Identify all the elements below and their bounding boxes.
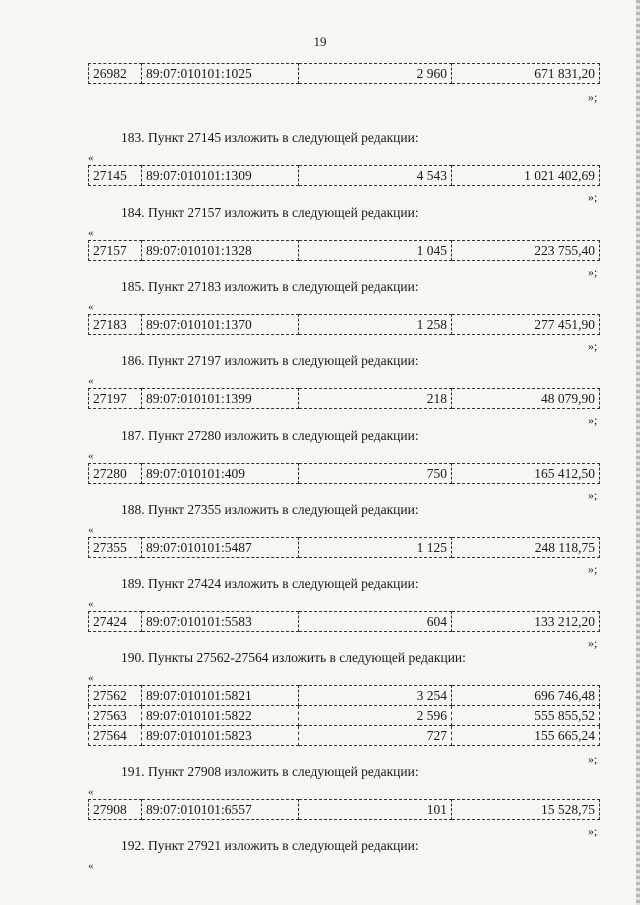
section-heading: 183. Пункт 27145 изложить в следующей редакции: — [121, 130, 419, 145]
table-row — [89, 726, 600, 746]
section-heading: 188. Пункт 27355 изложить в следующей редакции: — [121, 502, 419, 517]
data-table — [88, 611, 600, 632]
cell-number: 27157 — [89, 241, 142, 261]
cell-number: 27562 — [89, 686, 142, 706]
cell-area: 2 596 — [299, 706, 452, 726]
cell-number: 27564 — [89, 726, 142, 746]
opening-quote: « — [88, 227, 94, 239]
opening-quote: « — [88, 152, 94, 164]
data-table — [88, 240, 600, 261]
cell-number: 27424 — [89, 612, 142, 632]
data-table — [88, 314, 600, 335]
cell-number: 26982 — [89, 64, 142, 84]
cell-cadastral-number: 89:07:010101:5487 — [142, 538, 299, 558]
closing-quote: »; — [588, 413, 598, 427]
cell-value: 248 118,75 — [452, 538, 600, 558]
opening-quote: « — [88, 860, 94, 872]
closing-quote: »; — [588, 824, 598, 838]
cell-cadastral-number: 89:07:010101:1025 — [142, 64, 299, 84]
table-row — [89, 241, 600, 261]
opening-quote: « — [88, 524, 94, 536]
cell-area: 218 — [299, 389, 452, 409]
cell-number: 27280 — [89, 464, 142, 484]
closing-quote: »; — [588, 339, 598, 353]
cell-number: 27355 — [89, 538, 142, 558]
cell-cadastral-number: 89:07:010101:409 — [142, 464, 299, 484]
cell-area: 1 045 — [299, 241, 452, 261]
cell-value: 48 079,90 — [452, 389, 600, 409]
cell-value: 155 665,24 — [452, 726, 600, 746]
table-row — [89, 64, 600, 84]
table-row — [89, 612, 600, 632]
cell-area: 604 — [299, 612, 452, 632]
closing-quote: »; — [588, 190, 598, 204]
data-table — [88, 537, 600, 558]
closing-quote: »; — [588, 562, 598, 576]
cell-value: 165 412,50 — [452, 464, 600, 484]
table-row — [89, 800, 600, 820]
section-heading: 190. Пункты 27562-27564 изложить в следующей редакции: — [121, 650, 466, 665]
opening-quote: « — [88, 598, 94, 610]
section-heading: 186. Пункт 27197 изложить в следующей редакции: — [121, 353, 419, 368]
cell-number: 27197 — [89, 389, 142, 409]
cell-cadastral-number: 89:07:010101:6557 — [142, 800, 299, 820]
table-row — [89, 464, 600, 484]
page-number: 19 — [313, 34, 327, 49]
opening-quote: « — [88, 450, 94, 462]
table-row — [89, 315, 600, 335]
cell-area: 101 — [299, 800, 452, 820]
closing-quote: »; — [588, 265, 598, 279]
cell-cadastral-number: 89:07:010101:5821 — [142, 686, 299, 706]
cell-number: 27563 — [89, 706, 142, 726]
table-row — [89, 686, 600, 706]
closing-quote: »; — [588, 90, 598, 104]
data-table — [88, 463, 600, 484]
closing-quote: »; — [588, 752, 598, 766]
data-table — [88, 63, 600, 84]
closing-quote: »; — [588, 488, 598, 502]
cell-area: 727 — [299, 726, 452, 746]
section-heading: 185. Пункт 27183 изложить в следующей редакции: — [121, 279, 419, 294]
section-heading: 187. Пункт 27280 изложить в следующей редакции: — [121, 428, 419, 443]
opening-quote: « — [88, 375, 94, 387]
table-row — [89, 538, 600, 558]
cell-area: 1 125 — [299, 538, 452, 558]
cell-cadastral-number: 89:07:010101:5583 — [142, 612, 299, 632]
section-heading: 184. Пункт 27157 изложить в следующей редакции: — [121, 205, 419, 220]
cell-cadastral-number: 89:07:010101:5823 — [142, 726, 299, 746]
cell-value: 696 746,48 — [452, 686, 600, 706]
cell-area: 750 — [299, 464, 452, 484]
cell-value: 223 755,40 — [452, 241, 600, 261]
opening-quote: « — [88, 301, 94, 313]
cell-number: 27145 — [89, 166, 142, 186]
data-table — [88, 388, 600, 409]
cell-area: 2 960 — [299, 64, 452, 84]
cell-value: 1 021 402,69 — [452, 166, 600, 186]
cell-value: 15 528,75 — [452, 800, 600, 820]
opening-quote: « — [88, 672, 94, 684]
section-heading: 189. Пункт 27424 изложить в следующей редакции: — [121, 576, 419, 591]
cell-number: 27183 — [89, 315, 142, 335]
cell-value: 555 855,52 — [452, 706, 600, 726]
page-edge — [636, 0, 640, 905]
cell-number: 27908 — [89, 800, 142, 820]
cell-value: 671 831,20 — [452, 64, 600, 84]
table-row — [89, 389, 600, 409]
cell-cadastral-number: 89:07:010101:1399 — [142, 389, 299, 409]
table-row — [89, 706, 600, 726]
cell-cadastral-number: 89:07:010101:5822 — [142, 706, 299, 726]
cell-value: 133 212,20 — [452, 612, 600, 632]
cell-cadastral-number: 89:07:010101:1370 — [142, 315, 299, 335]
cell-cadastral-number: 89:07:010101:1309 — [142, 166, 299, 186]
cell-area: 1 258 — [299, 315, 452, 335]
data-table — [88, 685, 600, 746]
cell-cadastral-number: 89:07:010101:1328 — [142, 241, 299, 261]
data-table — [88, 165, 600, 186]
data-table — [88, 799, 600, 820]
table-row — [89, 166, 600, 186]
cell-area: 4 543 — [299, 166, 452, 186]
cell-area: 3 254 — [299, 686, 452, 706]
closing-quote: »; — [588, 636, 598, 650]
cell-value: 277 451,90 — [452, 315, 600, 335]
section-heading: 192. Пункт 27921 изложить в следующей редакции: — [121, 838, 419, 853]
section-heading: 191. Пункт 27908 изложить в следующей редакции: — [121, 764, 419, 779]
opening-quote: « — [88, 786, 94, 798]
